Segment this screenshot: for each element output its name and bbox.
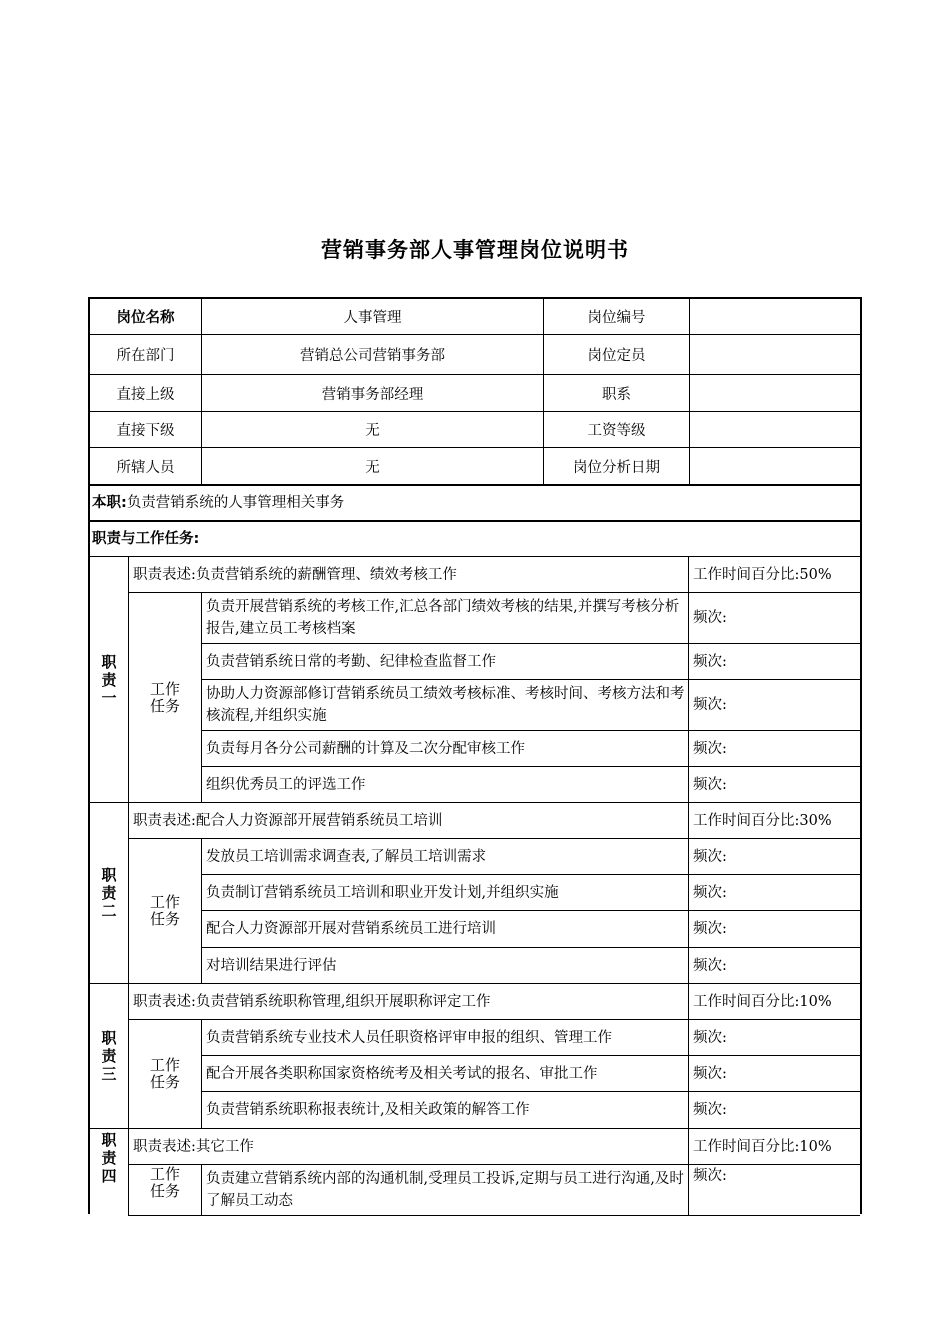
duty-2-task-2-frequency: 频次: [693, 884, 727, 901]
label-salary-grade: 工资等级 [587, 423, 646, 439]
duty-1-task-2: 负责营销系统日常的考勤、纪律检查监督工作 [206, 653, 496, 670]
duty-2-task-4-frequency: 频次: [693, 957, 727, 974]
duty-1-time-percent: 工作时间百分比:50% [693, 566, 832, 583]
duty-3-task-label: 工作任务 [149, 1056, 180, 1091]
label-headcount: 岗位定员 [587, 348, 646, 364]
label-department: 所在部门 [116, 348, 175, 364]
value-subordinate: 无 [365, 423, 380, 439]
duty-4-label: 职责四 [101, 1131, 117, 1185]
duty-1-task-1: 负责开展营销系统的考核工作,汇总各部门绩效考核的结果,并撰写考核分析报告,建立员工考核档案 [206, 599, 680, 637]
duty-1-description: 职责表述:负责营销系统的薪酬管理、绩效考核工作 [133, 566, 457, 583]
duty-4-task-label: 工作任务 [149, 1164, 180, 1200]
duty-2-time-percent: 工作时间百分比:30% [693, 812, 832, 829]
duty-3-task-1-frequency: 频次: [693, 1029, 727, 1046]
value-salary-grade [690, 412, 860, 447]
duty-2-task-3: 配合人力资源部开展对营销系统员工进行培训 [206, 921, 496, 937]
duty-4-description: 职责表述:其它工作 [133, 1138, 254, 1155]
duties-header: 职责与工作任务: [92, 531, 200, 547]
value-headcount [690, 335, 860, 374]
label-subordinate: 直接下级 [116, 423, 175, 439]
duty-4-task-1: 负责建立营销系统内部的沟通机制,受理员工投诉,定期与员工进行沟通,及时了解员工动态 [206, 1171, 684, 1209]
duty-1-task-label: 工作任务 [149, 679, 180, 715]
duty-4-time-percent: 工作时间百分比:10% [693, 1138, 832, 1155]
duty-2-label: 职责二 [101, 866, 117, 920]
duty-3-label: 职责三 [101, 1029, 117, 1083]
duty-1-task-4: 负责每月各分公司薪酬的计算及二次分配审核工作 [206, 740, 525, 757]
duty-4-task-1-frequency: 频次: [693, 1168, 727, 1184]
duty-2-description: 职责表述:配合人力资源部开展营销系统员工培训 [133, 812, 443, 829]
label-analysis-date: 岗位分析日期 [573, 459, 660, 476]
value-position-name: 人事管理 [343, 310, 402, 326]
document-title: 营销事务部人事管理岗位说明书 [321, 238, 629, 262]
duty-2-task-1: 发放员工培训需求调查表,了解员工培训需求 [206, 848, 487, 865]
duty-1-task-3: 协助人力资源部修订营销系统员工绩效考核标准、考核时间、考核方法和考核流程,并组织实施 [206, 686, 685, 724]
value-department: 营销总公司营销事务部 [300, 348, 445, 364]
duty-3-time-percent: 工作时间百分比:10% [693, 993, 832, 1010]
value-position-code [690, 299, 860, 334]
main-duty-row [90, 486, 860, 520]
label-job-family: 职系 [602, 386, 631, 403]
duty-2-task-2: 负责制订营销系统员工培训和职业开发计划,并组织实施 [206, 884, 559, 901]
duty-1-task-2-frequency: 频次: [693, 653, 727, 670]
duty-3-task-2-frequency: 频次: [693, 1065, 727, 1082]
main-duty-text: 负责营销系统的人事管理相关事务 [126, 495, 345, 511]
duty-1-task-1-frequency: 频次: [693, 610, 727, 626]
value-staff: 无 [365, 459, 380, 476]
duty-2-task-4: 对培训结果进行评估 [206, 957, 337, 974]
job-description-table [88, 297, 862, 1214]
value-analysis-date [690, 448, 860, 484]
duty-2-task-label: 工作任务 [149, 893, 180, 928]
label-staff: 所辖人员 [116, 459, 175, 476]
duty-3-task-3-frequency: 频次: [693, 1102, 727, 1118]
label-position-code: 岗位编号 [587, 310, 646, 326]
value-superior: 营销事务部经理 [321, 386, 424, 403]
label-superior: 直接上级 [116, 386, 175, 403]
value-job-family [690, 375, 860, 411]
duty-1-task-5-frequency: 频次: [693, 776, 727, 793]
duty-1-task-4-frequency: 频次: [693, 740, 727, 757]
duty-3-task-3: 负责营销系统职称报表统计,及相关政策的解答工作 [206, 1102, 530, 1118]
duty-3-description: 职责表述:负责营销系统职称管理,组织开展职称评定工作 [133, 993, 491, 1010]
main-duty-label: 本职: [92, 495, 127, 511]
duty-2-task-3-frequency: 频次: [693, 921, 727, 937]
duty-1-task-3-frequency: 频次: [693, 697, 727, 713]
duty-1-label: 职责一 [101, 652, 117, 707]
duty-3-task-1: 负责营销系统专业技术人员任职资格评审申报的组织、管理工作 [206, 1029, 612, 1046]
duty-2-task-1-frequency: 频次: [693, 848, 727, 865]
duty-1-task-5: 组织优秀员工的评选工作 [206, 776, 366, 793]
label-position-name: 岗位名称 [116, 310, 175, 326]
duty-3-task-2: 配合开展各类职称国家资格统考及相关考试的报名、审批工作 [206, 1065, 598, 1082]
